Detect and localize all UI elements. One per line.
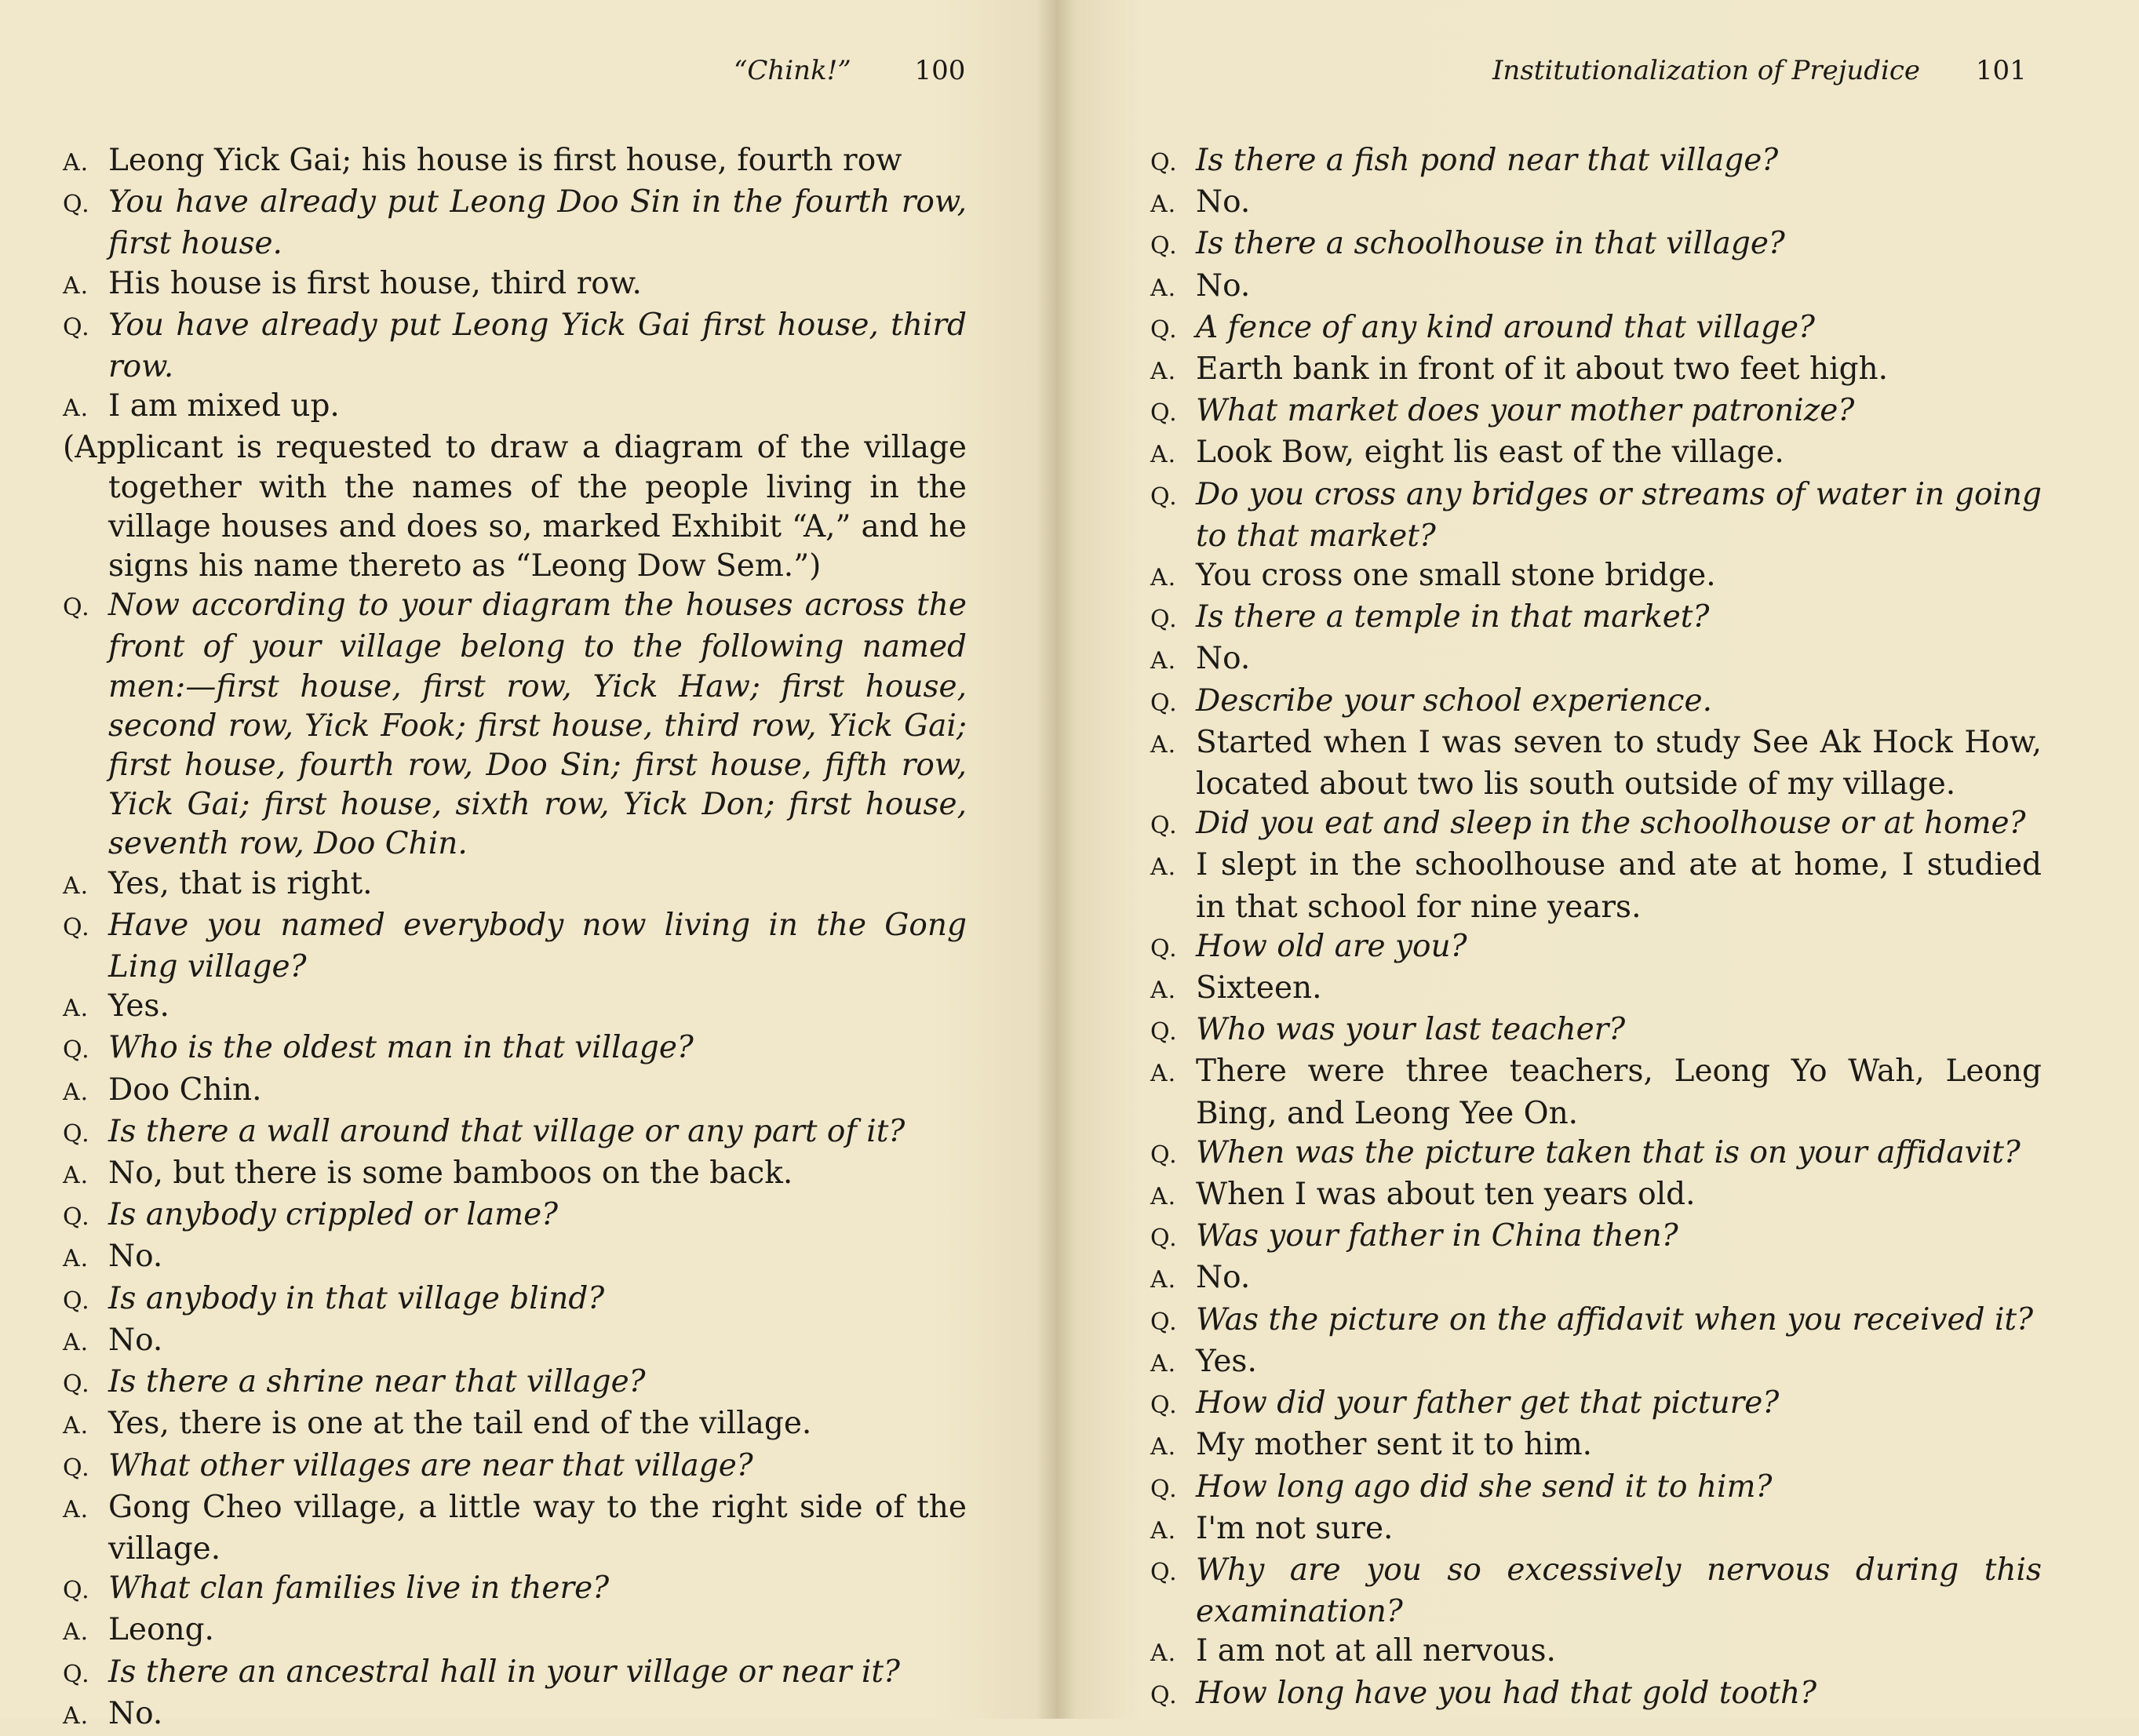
question-entry bbox=[63, 1653, 967, 1694]
answer-entry bbox=[63, 987, 967, 1028]
question-text: You have already put Leong Doo Sin in the fourth row, first house. bbox=[108, 184, 967, 262]
question-entry bbox=[63, 586, 967, 864]
answer-entry bbox=[63, 1610, 967, 1652]
question-text: Was your father in China then? bbox=[1196, 1218, 1678, 1254]
question-text: Is there a schoolhouse in that village? bbox=[1196, 226, 1785, 262]
answer-text: No. bbox=[1196, 267, 1251, 304]
right-running-header bbox=[1492, 55, 2027, 86]
question-label: Q. bbox=[1150, 812, 1178, 840]
question-entry bbox=[1150, 804, 2042, 846]
answer-label: A. bbox=[63, 1701, 89, 1730]
answer-text: No. bbox=[1196, 1260, 1251, 1296]
answer-label: A. bbox=[1150, 191, 1177, 219]
question-label: Q. bbox=[1150, 1681, 1178, 1709]
answer-label: A. bbox=[1150, 1060, 1177, 1088]
question-entry bbox=[1150, 1217, 2042, 1258]
question-text: How long ago did she send it to him? bbox=[1196, 1469, 1773, 1505]
question-text: Who is the oldest man in that village? bbox=[108, 1030, 694, 1066]
answer-label: A. bbox=[63, 872, 89, 900]
answer-text: Yes. bbox=[1196, 1343, 1257, 1379]
question-label: Q. bbox=[1150, 1225, 1178, 1253]
question-text: What market does your mother patronize? bbox=[1196, 393, 1855, 429]
answer-label: A. bbox=[1150, 647, 1177, 675]
answer-text: Sixteen. bbox=[1196, 970, 1322, 1006]
question-label: Q. bbox=[1150, 482, 1178, 511]
bracketed-note: (Applicant is requested to draw a diagram of the village together with the names of the people living in the village houses and does so, marked Exhibit “A,” and he signs his name thereto as “Leong Dow Sem.”) bbox=[63, 430, 967, 584]
question-label: Q. bbox=[63, 1577, 90, 1605]
question-text: Is there a fish pond near that village? bbox=[1196, 143, 1779, 178]
question-entry bbox=[1150, 141, 2042, 183]
answer-label: A. bbox=[1150, 564, 1177, 592]
answer-label: A. bbox=[63, 1162, 89, 1190]
answer-label: A. bbox=[63, 271, 89, 300]
answer-text: Yes, that is right. bbox=[108, 865, 373, 901]
question-label: Q. bbox=[1150, 1141, 1178, 1169]
answer-text: Gong Cheo village, a little way to the right side of the village. bbox=[108, 1489, 967, 1567]
question-entry bbox=[63, 183, 967, 264]
answer-label: A. bbox=[1150, 1433, 1177, 1461]
answer-text: I am not at all nervous. bbox=[1196, 1633, 1556, 1669]
question-entry bbox=[1150, 598, 2042, 639]
answer-entry bbox=[63, 1694, 967, 1736]
answer-entry bbox=[1150, 1632, 2042, 1673]
answer-label: A. bbox=[1150, 853, 1177, 882]
question-text: Who was your last teacher? bbox=[1196, 1012, 1626, 1048]
question-label: Q. bbox=[1150, 1308, 1178, 1336]
answer-text: No. bbox=[108, 1239, 163, 1275]
answer-label: A. bbox=[1150, 977, 1177, 1005]
question-label: Q. bbox=[1150, 149, 1178, 177]
question-label: Q. bbox=[63, 913, 90, 941]
answer-label: A. bbox=[1150, 441, 1177, 469]
question-entry bbox=[1150, 1551, 2042, 1632]
answer-text: Earth bank in front of it about two feet high. bbox=[1196, 351, 1889, 388]
answer-label: A. bbox=[1150, 1640, 1177, 1668]
question-entry bbox=[1150, 1301, 2042, 1342]
answer-entry bbox=[1150, 723, 2042, 804]
question-text: Is there a shrine near that village? bbox=[108, 1364, 646, 1400]
answer-label: A. bbox=[1150, 1266, 1177, 1294]
left-running-header bbox=[734, 55, 965, 86]
question-entry bbox=[1150, 1468, 2042, 1509]
question-label: Q. bbox=[63, 313, 90, 341]
question-text: Is there a temple in that market? bbox=[1196, 599, 1710, 635]
answer-text: There were three teachers, Leong Yo Wah, Leong Bing, and Leong Yee On. bbox=[1196, 1054, 2042, 1131]
question-text: Is anybody in that village blind? bbox=[108, 1280, 605, 1316]
question-entry bbox=[63, 1447, 967, 1488]
question-entry bbox=[63, 1196, 967, 1237]
answer-entry bbox=[1150, 639, 2042, 681]
question-label: Q. bbox=[1150, 606, 1178, 634]
question-label: Q. bbox=[1150, 315, 1178, 344]
question-label: Q. bbox=[1150, 689, 1178, 717]
left-header-title: “Chink!” bbox=[734, 55, 851, 86]
question-entry bbox=[63, 1112, 967, 1154]
question-text: Was the picture on the affidavit when you received it? bbox=[1196, 1301, 2033, 1337]
answer-entry bbox=[1150, 969, 2042, 1010]
answer-text: Leong Yick Gai; his house is first house, fourth row bbox=[108, 143, 902, 178]
answer-text: I slept in the schoolhouse and ate at home, I studied in that school for nine years. bbox=[1196, 847, 2042, 925]
answer-text: His house is first house, third row. bbox=[108, 265, 642, 301]
answer-label: A. bbox=[1150, 1516, 1177, 1545]
right-page-number: 101 bbox=[1975, 55, 2027, 86]
answer-label: A. bbox=[63, 1328, 89, 1356]
question-label: Q. bbox=[63, 1660, 90, 1688]
answer-label: A. bbox=[63, 1412, 89, 1440]
answer-text: My mother sent it to him. bbox=[1196, 1427, 1593, 1463]
answer-label: A. bbox=[63, 995, 89, 1023]
answer-text: Started when I was seven to study See Ak Hock How, located about two lis south outside of my village. bbox=[1196, 724, 2042, 802]
question-entry bbox=[63, 906, 967, 987]
question-text: Do you cross any bridges or streams of water in going to that market? bbox=[1196, 476, 2042, 554]
answer-text: No. bbox=[108, 1322, 163, 1358]
answer-entry bbox=[1150, 183, 2042, 224]
question-label: Q. bbox=[63, 594, 90, 622]
question-text: When was the picture taken that is on your affidavit? bbox=[1196, 1134, 2021, 1170]
answer-label: A. bbox=[1150, 274, 1177, 302]
question-text: Now according to your diagram the houses across the front of your village belong to the following named men:—first house, first row, Yick Haw; first house, second row, Yick Fook; first house, third row, Yick Gai; first house, fourth row, Doo Sin; first house, fifth row, Yick Gai; first house, sixth row, Yick Don; first house, seventh row, Doo Chin. bbox=[108, 588, 967, 862]
answer-text: Yes. bbox=[108, 988, 169, 1024]
right-page-body bbox=[1150, 141, 2042, 1716]
answer-entry bbox=[1150, 1509, 2042, 1551]
question-label: Q. bbox=[63, 191, 90, 219]
answer-text: I'm not sure. bbox=[1196, 1510, 1394, 1546]
answer-entry bbox=[1150, 556, 2042, 598]
question-label: Q. bbox=[1150, 1392, 1178, 1420]
answer-text: I am mixed up. bbox=[108, 388, 340, 424]
question-entry bbox=[1150, 1674, 2042, 1716]
answer-text: No. bbox=[1196, 641, 1251, 677]
question-text: How old are you? bbox=[1196, 928, 1467, 964]
answer-text: When I was about ten years old. bbox=[1196, 1177, 1696, 1213]
answer-text: Doo Chin. bbox=[108, 1072, 262, 1108]
answer-entry bbox=[1150, 1052, 2042, 1133]
question-text: How did your father get that picture? bbox=[1196, 1385, 1780, 1421]
question-entry bbox=[1150, 1384, 2042, 1425]
question-label: Q. bbox=[63, 1119, 90, 1148]
question-text: Describe your school experience. bbox=[1196, 682, 1712, 719]
answer-entry bbox=[63, 1154, 967, 1196]
question-label: Q. bbox=[63, 1370, 90, 1399]
question-text: You have already put Leong Yick Gai first house, third row. bbox=[108, 307, 967, 385]
question-entry bbox=[1150, 1134, 2042, 1175]
question-entry bbox=[63, 1569, 967, 1610]
right-header-title: Institutionalization of Prejudice bbox=[1492, 55, 1921, 86]
answer-label: A. bbox=[63, 1245, 89, 1273]
question-label: Q. bbox=[63, 1454, 90, 1482]
question-entry bbox=[1150, 1010, 2042, 1052]
answer-label: A. bbox=[63, 1495, 89, 1523]
answer-entry bbox=[1150, 350, 2042, 391]
answer-label: A. bbox=[63, 395, 89, 423]
left-page-body bbox=[63, 141, 967, 1736]
answer-entry bbox=[1150, 267, 2042, 308]
question-label: Q. bbox=[1150, 1018, 1178, 1046]
answer-entry bbox=[63, 1071, 967, 1112]
question-text: A fence of any kind around that village? bbox=[1196, 309, 1815, 345]
question-entry bbox=[63, 306, 967, 387]
question-entry bbox=[63, 1363, 967, 1404]
question-text: Is there an ancestral hall in your village or near it? bbox=[108, 1654, 900, 1690]
question-entry bbox=[1150, 682, 2042, 723]
question-entry bbox=[1150, 224, 2042, 266]
question-label: Q. bbox=[1150, 934, 1178, 963]
answer-label: A. bbox=[1150, 1183, 1177, 1211]
right-page bbox=[1056, 0, 2139, 1719]
question-entry bbox=[1150, 475, 2042, 556]
question-text: Why are you so excessively nervous during this examination? bbox=[1196, 1552, 2042, 1630]
answer-entry bbox=[1150, 1342, 2042, 1384]
answer-text: You cross one small stone bridge. bbox=[1196, 558, 1716, 594]
question-label: Q. bbox=[1150, 399, 1178, 428]
answer-text: No. bbox=[1196, 184, 1251, 220]
question-entry bbox=[1150, 308, 2042, 350]
question-label: Q. bbox=[63, 1203, 90, 1232]
question-text: What clan families live in there? bbox=[108, 1570, 610, 1607]
question-label: Q. bbox=[63, 1287, 90, 1315]
question-entry bbox=[1150, 927, 2042, 969]
question-label: Q. bbox=[1150, 1558, 1178, 1586]
answer-label: A. bbox=[63, 1078, 89, 1106]
answer-entry bbox=[1150, 1425, 2042, 1467]
answer-text: Look Bow, eight lis east of the village. bbox=[1196, 435, 1784, 471]
answer-entry bbox=[63, 1237, 967, 1279]
answer-entry bbox=[63, 264, 967, 306]
answer-entry bbox=[63, 864, 967, 906]
question-text: What other villages are near that village? bbox=[108, 1447, 753, 1483]
question-entry bbox=[63, 1279, 967, 1321]
question-label: Q. bbox=[1150, 1475, 1178, 1503]
answer-entry bbox=[1150, 846, 2042, 926]
question-text: Have you named everybody now living in the Gong Ling village? bbox=[108, 907, 967, 985]
answer-text: No. bbox=[108, 1695, 163, 1731]
answer-label: A. bbox=[1150, 358, 1177, 386]
answer-label: A. bbox=[1150, 730, 1177, 759]
answer-entry bbox=[1150, 1175, 2042, 1217]
answer-text: No, but there is some bamboos on the back. bbox=[108, 1156, 793, 1192]
answer-entry bbox=[63, 1321, 967, 1363]
left-page-number: 100 bbox=[914, 55, 966, 86]
question-label: Q. bbox=[1150, 232, 1178, 260]
answer-label: A. bbox=[63, 1618, 89, 1647]
question-entry bbox=[1150, 391, 2042, 433]
question-text: Did you eat and sleep in the schoolhouse or at home? bbox=[1196, 806, 2026, 842]
answer-entry bbox=[63, 1488, 967, 1569]
question-label: Q. bbox=[63, 1036, 90, 1065]
answer-entry bbox=[63, 141, 967, 183]
answer-label: A. bbox=[63, 149, 89, 177]
answer-entry bbox=[1150, 1258, 2042, 1300]
answer-entry bbox=[63, 1404, 967, 1446]
answer-label: A. bbox=[1150, 1349, 1177, 1378]
answer-entry bbox=[1150, 433, 2042, 475]
answer-text: Leong. bbox=[108, 1612, 214, 1648]
question-text: Is there a wall around that village or any part of it? bbox=[108, 1113, 906, 1149]
answer-entry bbox=[63, 387, 967, 428]
left-page bbox=[0, 0, 1056, 1731]
question-entry bbox=[63, 1028, 967, 1070]
answer-text: Yes, there is one at the tail end of the village. bbox=[108, 1406, 812, 1442]
question-text: Is anybody crippled or lame? bbox=[108, 1197, 559, 1233]
question-text: How long have you had that gold tooth? bbox=[1196, 1675, 1817, 1711]
